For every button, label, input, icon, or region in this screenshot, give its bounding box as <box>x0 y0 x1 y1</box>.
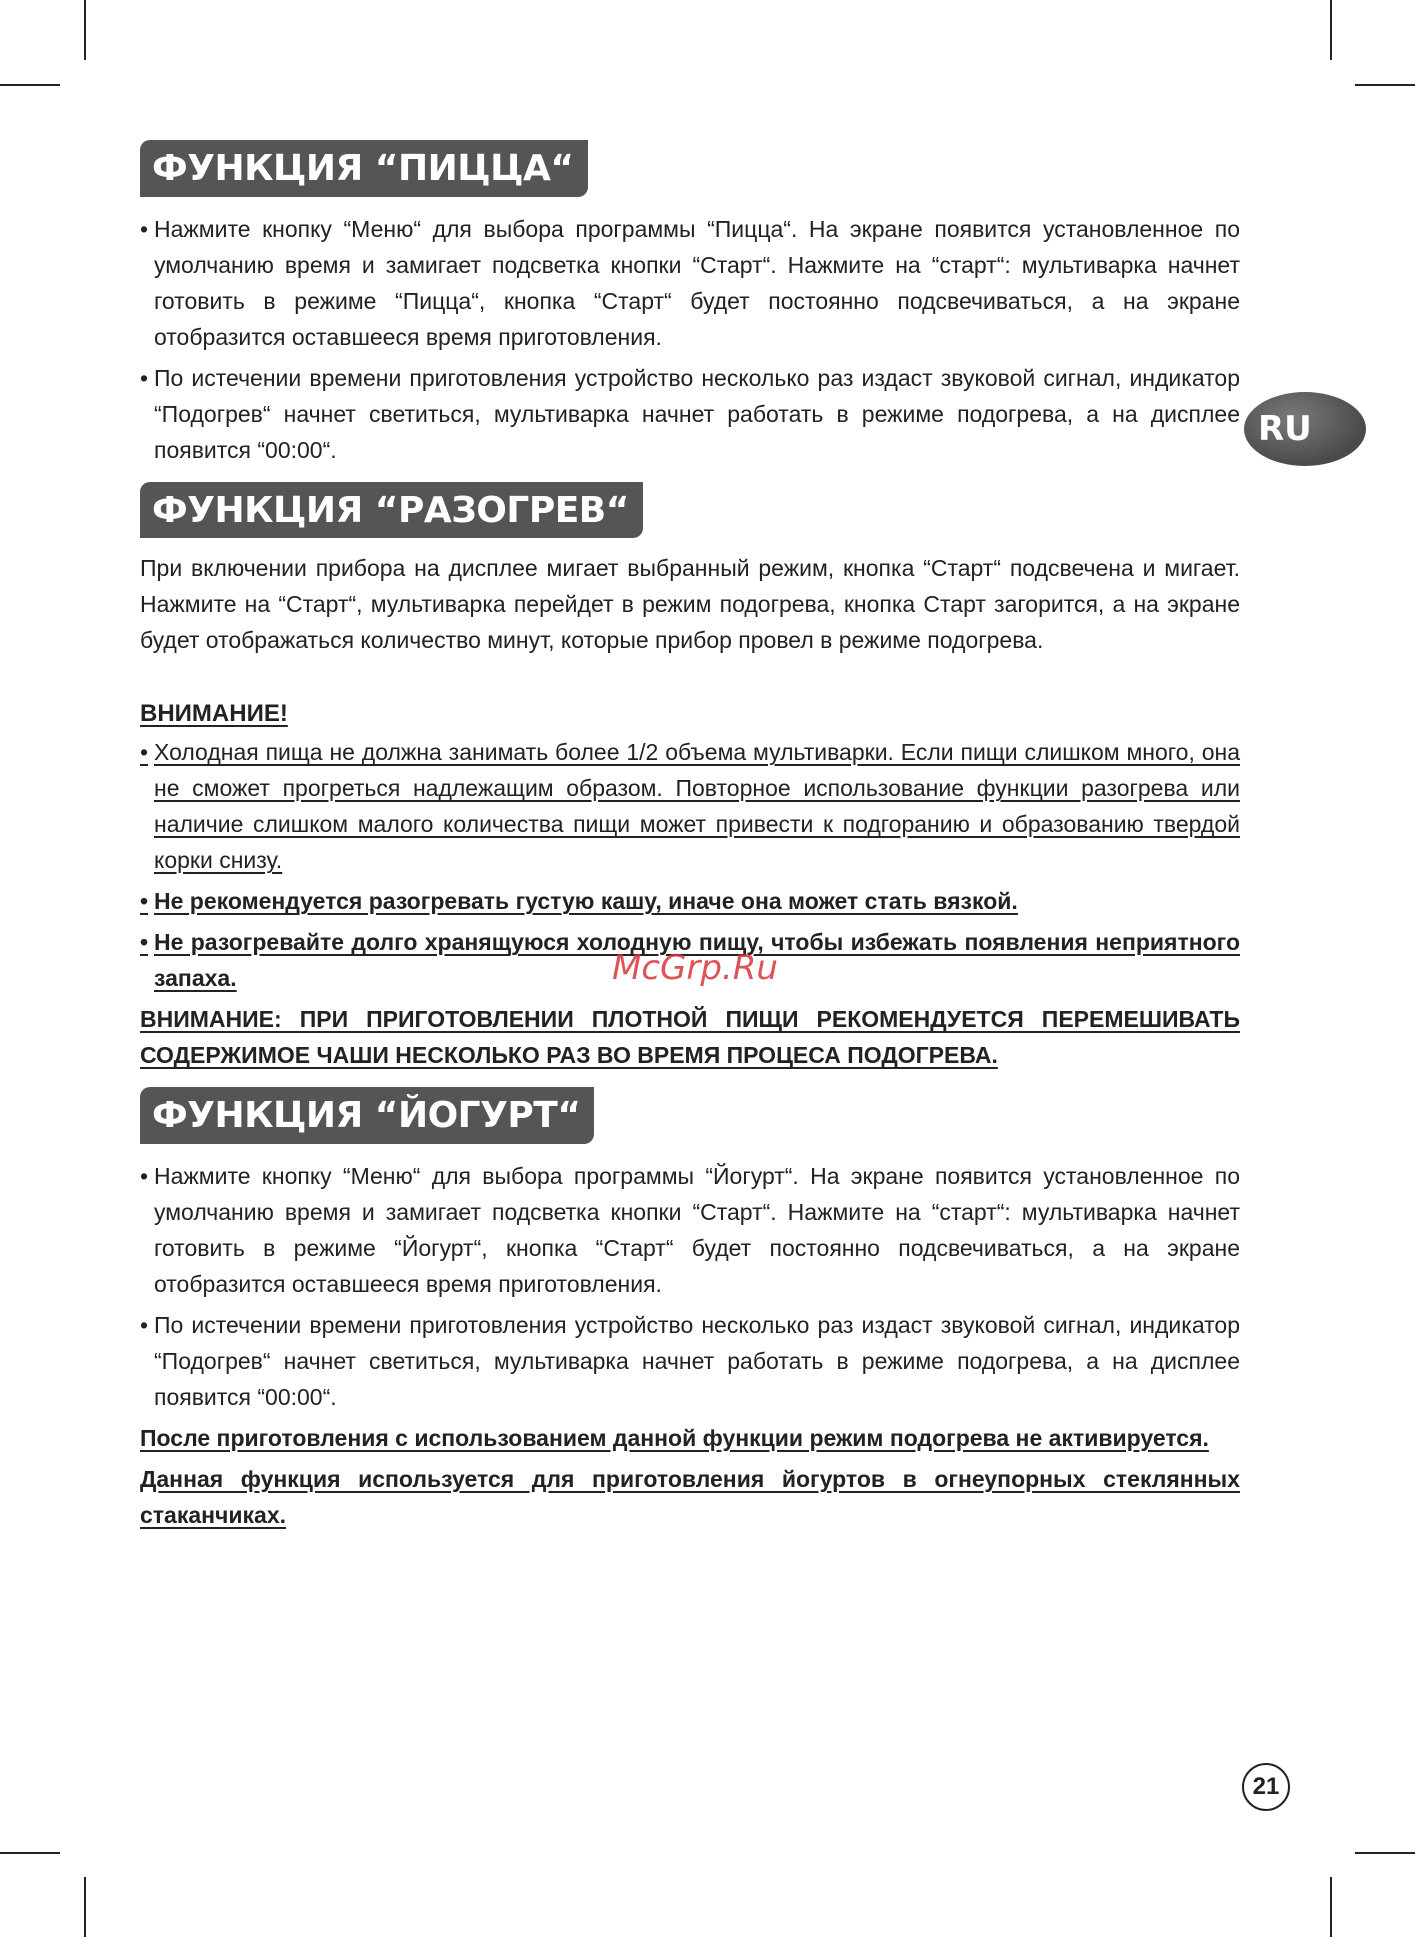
bullet-symbol: • <box>140 364 149 391</box>
section-yogurt <box>140 1087 1240 1533</box>
crop-mark <box>1355 1852 1415 1854</box>
warning-text: Не разогревайте долго хранящуюся холодную пищу, чтобы избежать появления неприятного запаха. <box>154 929 1240 992</box>
bullet-text: По истечении времени приготовления устройство несколько раз издаст звуковой сигнал, индикатор “Подогрев“ начнет светиться, мультиварка начнет работать в режиме подогрева, а на дисплее появится “00:00“. <box>154 364 1240 463</box>
crop-mark <box>84 0 86 60</box>
section-title-reheat: ФУНКЦИЯ “РАЗОГРЕВ“ <box>140 482 643 539</box>
bullet-symbol: • <box>140 215 149 242</box>
section-title-yogurt: ФУНКЦИЯ “ЙОГУРТ“ <box>140 1087 594 1144</box>
bullet-text: По истечении времени приготовления устройство несколько раз издаст звуковой сигнал, индикатор “Подогрев“ начнет светиться, мультиварка начнет работать в режиме подогрева, а на дисплее появится “00:00“. <box>154 1311 1240 1410</box>
watermark: McGrp.Ru <box>612 948 778 988</box>
crop-mark <box>1330 1877 1332 1937</box>
list-item <box>140 883 1240 919</box>
page-content <box>140 140 1240 1533</box>
bullet-symbol: • <box>140 888 149 915</box>
crop-mark <box>1355 84 1415 86</box>
crop-mark <box>0 1852 60 1854</box>
bullet-symbol: • <box>140 1311 149 1338</box>
bullet-text: Нажмите кнопку “Меню“ для выбора программы “Пицца“. На экране появится установленное по умолчанию время и замигает подсветка кнопки “Старт“. Нажмите на “старт“: мультиварка начнет готовить в режиме “Пицца“, кнопка “Старт“ будет постоянно подсвечиваться, а на экране отобразится оставшееся время приготовления. <box>154 215 1240 350</box>
list-item <box>140 1307 1240 1415</box>
bullet-symbol: • <box>140 929 149 956</box>
yogurt-note: Данная функция используется для приготовления йогуртов в огнеупорных стеклянных стаканчиках. <box>140 1465 1240 1528</box>
section-pizza <box>140 140 1240 468</box>
language-badge-label: RU <box>1258 409 1312 449</box>
crop-mark <box>84 1877 86 1937</box>
warning-text: Не рекомендуется разогревать густую кашу, иначе она может стать вязкой. <box>154 888 1018 915</box>
crop-mark <box>0 84 60 86</box>
warning-text: Холодная пища не должна занимать более 1/2 объема мультиварки. Если пищи слишком много, она не сможет прогреться надлежащим образом. Повторное использование функции разогрева или наличие слишком малого количества пищи может привести к подгоранию и образованию твердой корки снизу. <box>154 739 1240 874</box>
bullet-symbol: • <box>140 1162 149 1189</box>
list-item <box>140 734 1240 878</box>
bullet-symbol: • <box>140 739 149 766</box>
warning-title: ВНИМАНИЕ! <box>140 700 288 728</box>
reheat-paragraph: При включении прибора на дисплее мигает выбранный режим, кнопка “Старт“ подсвечена и мигает. Нажмите на “Старт“, мультиварка перейдет в режим подогрева, кнопка Старт загорится, а на экране будет отображаться количество минут, которые прибор провел в режиме подогрева. <box>140 555 1240 654</box>
section-title-pizza: ФУНКЦИЯ “ПИЦЦА“ <box>140 140 588 197</box>
list-item <box>140 1158 1240 1302</box>
list-item <box>140 360 1240 468</box>
crop-mark <box>1330 0 1332 60</box>
yogurt-note: После приготовления с использованием данной функции режим подогрева не активируется. <box>140 1424 1209 1451</box>
list-item <box>140 211 1240 355</box>
warning-caps: ВНИМАНИЕ: ПРИ ПРИГОТОВЛЕНИИ ПЛОТНОЙ ПИЩИ РЕКОМЕНДУЕТСЯ ПЕРЕМЕШИВАТЬ СОДЕРЖИМОЕ ЧАШИ НЕСКОЛЬКО РАЗ ВО ВРЕМЯ ПРОЦЕСА ПОДОГРЕВА. <box>140 1006 1240 1069</box>
page-number: 21 <box>1242 1763 1290 1811</box>
language-badge <box>1244 392 1366 466</box>
bullet-text: Нажмите кнопку “Меню“ для выбора программы “Йогурт“. На экране появится установленное по умолчанию время и замигает подсветка кнопки “Старт“. Нажмите на “старт“: мультиварка начнет готовить в режиме “Йогурт“, кнопка “Старт“ будет постоянно подсвечиваться, а на экране отобразится оставшееся время приготовления. <box>154 1162 1240 1297</box>
